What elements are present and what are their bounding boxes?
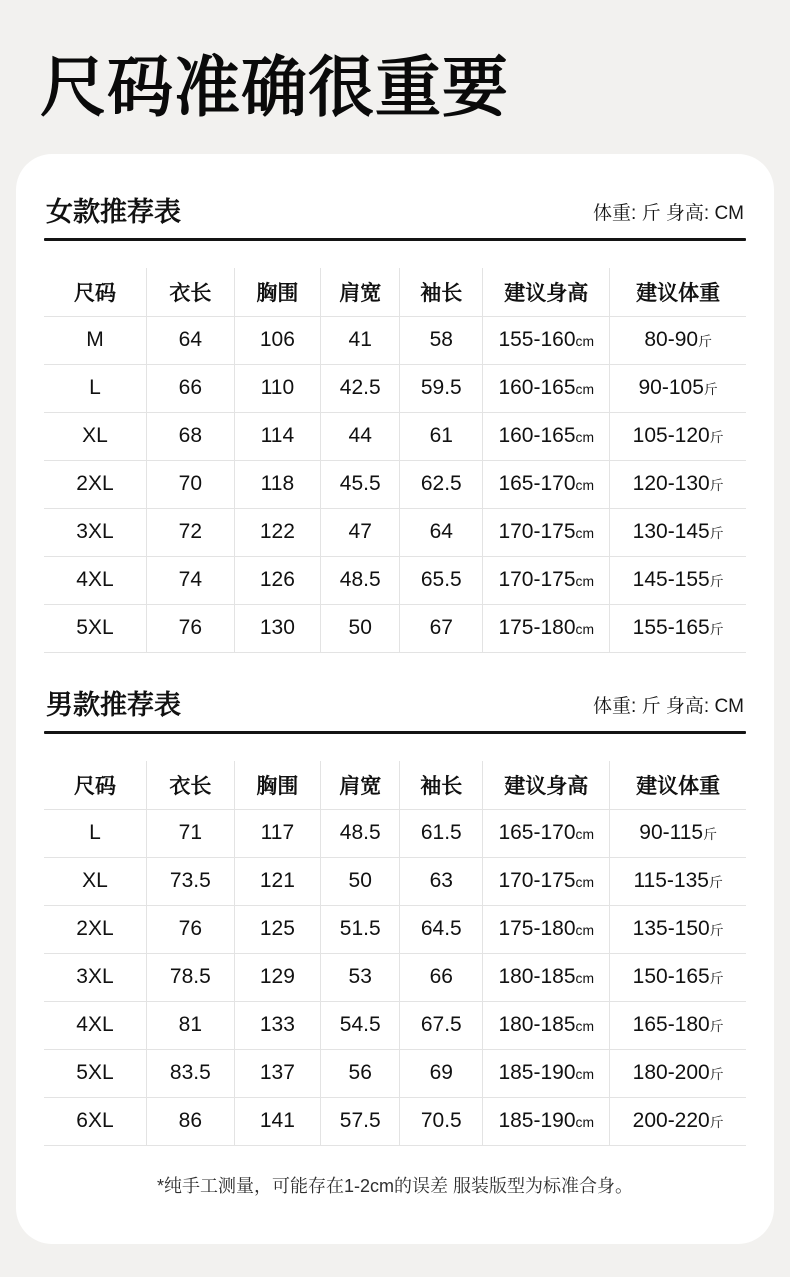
table-cell: 141	[234, 1097, 320, 1145]
table-cell: 175-180cm	[483, 905, 610, 953]
table-row	[44, 508, 746, 556]
table-cell: 180-185cm	[483, 1001, 610, 1049]
table-cell: 4XL	[44, 1001, 146, 1049]
unit-suffix: 斤	[709, 477, 724, 494]
table-cell: 160-165cm	[483, 364, 610, 412]
table-cell: 170-175cm	[483, 508, 610, 556]
table-cell: 126	[234, 556, 320, 604]
table-cell: 114	[234, 412, 320, 460]
column-header: 肩宽	[321, 761, 400, 809]
table-cell: 57.5	[321, 1097, 400, 1145]
table-cell: 53	[321, 953, 400, 1001]
table-row	[44, 953, 746, 1001]
unit-suffix: 斤	[709, 922, 724, 939]
table-cell: 47	[321, 508, 400, 556]
column-header: 尺码	[44, 761, 146, 809]
table-cell: 61.5	[400, 809, 483, 857]
table-cell: 48.5	[321, 809, 400, 857]
table-cell: 115-135斤	[610, 857, 746, 905]
column-header: 尺码	[44, 268, 146, 316]
column-header: 胸围	[234, 268, 320, 316]
table-cell: 130	[234, 604, 320, 652]
table-row	[44, 604, 746, 652]
table-cell: 117	[234, 809, 320, 857]
table-cell: 118	[234, 460, 320, 508]
men-unit-note: 体重: 斤 身高: CM	[593, 696, 744, 718]
table-cell: L	[44, 809, 146, 857]
table-cell: 170-175cm	[483, 556, 610, 604]
table-cell: 50	[321, 857, 400, 905]
table-cell: 42.5	[321, 364, 400, 412]
table-cell: 86	[146, 1097, 234, 1145]
table-cell: 175-180cm	[483, 604, 610, 652]
table-cell: 74	[146, 556, 234, 604]
table-cell: 129	[234, 953, 320, 1001]
table-cell: 76	[146, 604, 234, 652]
table-cell: 120-130斤	[610, 460, 746, 508]
unit-suffix: cm	[575, 874, 595, 891]
unit-suffix: 斤	[709, 1018, 724, 1035]
unit-suffix: 斤	[709, 1114, 724, 1131]
table-cell: 155-165斤	[610, 604, 746, 652]
column-header: 袖长	[400, 761, 483, 809]
table-row	[44, 316, 746, 364]
column-header: 袖长	[400, 268, 483, 316]
table-cell: 64	[400, 508, 483, 556]
table-cell: 45.5	[321, 460, 400, 508]
unit-suffix: cm	[575, 1018, 595, 1035]
unit-suffix: cm	[575, 922, 595, 939]
men-section-title: 男款推荐表	[46, 689, 181, 720]
table-cell: 130-145斤	[610, 508, 746, 556]
table-cell: 6XL	[44, 1097, 146, 1145]
table-cell: 137	[234, 1049, 320, 1097]
women-section-divider	[44, 238, 746, 241]
size-chart-card	[16, 154, 774, 1244]
table-cell: 65.5	[400, 556, 483, 604]
table-cell: 145-155斤	[610, 556, 746, 604]
unit-suffix: 斤	[709, 621, 724, 638]
unit-suffix: cm	[575, 333, 595, 350]
column-header: 建议体重	[610, 268, 746, 316]
table-cell: 70	[146, 460, 234, 508]
unit-suffix: 斤	[709, 525, 724, 542]
table-cell: 155-160cm	[483, 316, 610, 364]
table-cell: 61	[400, 412, 483, 460]
table-cell: 64	[146, 316, 234, 364]
unit-suffix: 斤	[703, 826, 717, 843]
table-cell: 59.5	[400, 364, 483, 412]
table-row	[44, 460, 746, 508]
table-cell: 185-190cm	[483, 1097, 610, 1145]
table-cell: 5XL	[44, 604, 146, 652]
table-cell: 64.5	[400, 905, 483, 953]
men-section-header	[44, 689, 746, 721]
unit-suffix: cm	[575, 525, 595, 542]
unit-suffix: 斤	[709, 970, 724, 987]
table-cell: 165-180斤	[610, 1001, 746, 1049]
table-cell: 71	[146, 809, 234, 857]
women-section-header	[44, 196, 746, 228]
table-cell: 44	[321, 412, 400, 460]
column-header: 建议体重	[610, 761, 746, 809]
column-header: 胸围	[234, 761, 320, 809]
table-cell: 78.5	[146, 953, 234, 1001]
table-cell: 106	[234, 316, 320, 364]
unit-suffix: cm	[575, 477, 595, 494]
column-header: 建议身高	[483, 268, 610, 316]
unit-suffix: 斤	[709, 1066, 724, 1083]
table-row	[44, 1001, 746, 1049]
table-cell: 48.5	[321, 556, 400, 604]
table-header-row	[44, 761, 746, 809]
unit-suffix: cm	[575, 1066, 595, 1083]
table-cell: 180-200斤	[610, 1049, 746, 1097]
table-cell: 67	[400, 604, 483, 652]
table-row	[44, 364, 746, 412]
table-cell: 63	[400, 857, 483, 905]
men-size-table	[44, 761, 746, 1146]
table-cell: 62.5	[400, 460, 483, 508]
table-cell: 125	[234, 905, 320, 953]
column-header: 衣长	[146, 268, 234, 316]
women-size-table	[44, 268, 746, 653]
table-cell: 160-165cm	[483, 412, 610, 460]
unit-suffix: cm	[575, 826, 595, 843]
table-cell: M	[44, 316, 146, 364]
table-row	[44, 809, 746, 857]
table-cell: XL	[44, 412, 146, 460]
table-cell: 67.5	[400, 1001, 483, 1049]
page-title: 尺码准确很重要	[40, 50, 509, 124]
table-cell: 73.5	[146, 857, 234, 905]
table-cell: 80-90斤	[610, 316, 746, 364]
unit-suffix: 斤	[703, 381, 718, 398]
table-cell: 105-120斤	[610, 412, 746, 460]
table-cell: 165-170cm	[483, 809, 610, 857]
table-cell: 76	[146, 905, 234, 953]
table-cell: 56	[321, 1049, 400, 1097]
table-cell: 58	[400, 316, 483, 364]
table-cell: 81	[146, 1001, 234, 1049]
table-cell: 121	[234, 857, 320, 905]
table-cell: 170-175cm	[483, 857, 610, 905]
table-cell: 70.5	[400, 1097, 483, 1145]
column-header: 肩宽	[321, 268, 400, 316]
unit-suffix: 斤	[708, 874, 723, 891]
table-cell: 41	[321, 316, 400, 364]
table-cell: 2XL	[44, 460, 146, 508]
table-cell: L	[44, 364, 146, 412]
column-header: 衣长	[146, 761, 234, 809]
table-cell: 66	[400, 953, 483, 1001]
women-unit-note: 体重: 斤 身高: CM	[593, 203, 744, 225]
table-cell: 72	[146, 508, 234, 556]
table-cell: 5XL	[44, 1049, 146, 1097]
table-cell: 3XL	[44, 508, 146, 556]
table-cell: 180-185cm	[483, 953, 610, 1001]
table-row	[44, 905, 746, 953]
table-cell: 83.5	[146, 1049, 234, 1097]
table-cell: 200-220斤	[610, 1097, 746, 1145]
unit-suffix: cm	[575, 970, 595, 987]
table-cell: 185-190cm	[483, 1049, 610, 1097]
table-row	[44, 1097, 746, 1145]
table-cell: XL	[44, 857, 146, 905]
table-cell: 68	[146, 412, 234, 460]
table-cell: 3XL	[44, 953, 146, 1001]
unit-suffix: cm	[575, 381, 595, 398]
unit-suffix: cm	[575, 573, 595, 590]
unit-suffix: cm	[575, 429, 595, 446]
unit-suffix: 斤	[698, 333, 712, 350]
table-cell: 135-150斤	[610, 905, 746, 953]
women-size-section	[44, 196, 746, 653]
column-header: 建议身高	[483, 761, 610, 809]
unit-suffix: 斤	[709, 429, 724, 446]
unit-suffix: cm	[575, 1114, 595, 1131]
table-cell: 150-165斤	[610, 953, 746, 1001]
table-row	[44, 412, 746, 460]
table-cell: 122	[234, 508, 320, 556]
table-row	[44, 1049, 746, 1097]
table-cell: 50	[321, 604, 400, 652]
table-cell: 90-115斤	[610, 809, 746, 857]
table-header-row	[44, 268, 746, 316]
table-cell: 133	[234, 1001, 320, 1049]
unit-suffix: cm	[575, 621, 595, 638]
table-row	[44, 857, 746, 905]
table-cell: 66	[146, 364, 234, 412]
women-section-title: 女款推荐表	[46, 196, 181, 227]
table-cell: 2XL	[44, 905, 146, 953]
table-cell: 69	[400, 1049, 483, 1097]
table-cell: 90-105斤	[610, 364, 746, 412]
table-cell: 165-170cm	[483, 460, 610, 508]
table-cell: 51.5	[321, 905, 400, 953]
unit-suffix: 斤	[709, 573, 724, 590]
men-section-divider	[44, 731, 746, 734]
men-size-section	[44, 689, 746, 1146]
measurement-note: *纯手工测量，可能存在1-2cm的误差 服装版型为标准合身。	[156, 1175, 633, 1196]
table-cell: 4XL	[44, 556, 146, 604]
table-cell: 110	[234, 364, 320, 412]
table-row	[44, 556, 746, 604]
table-cell: 54.5	[321, 1001, 400, 1049]
